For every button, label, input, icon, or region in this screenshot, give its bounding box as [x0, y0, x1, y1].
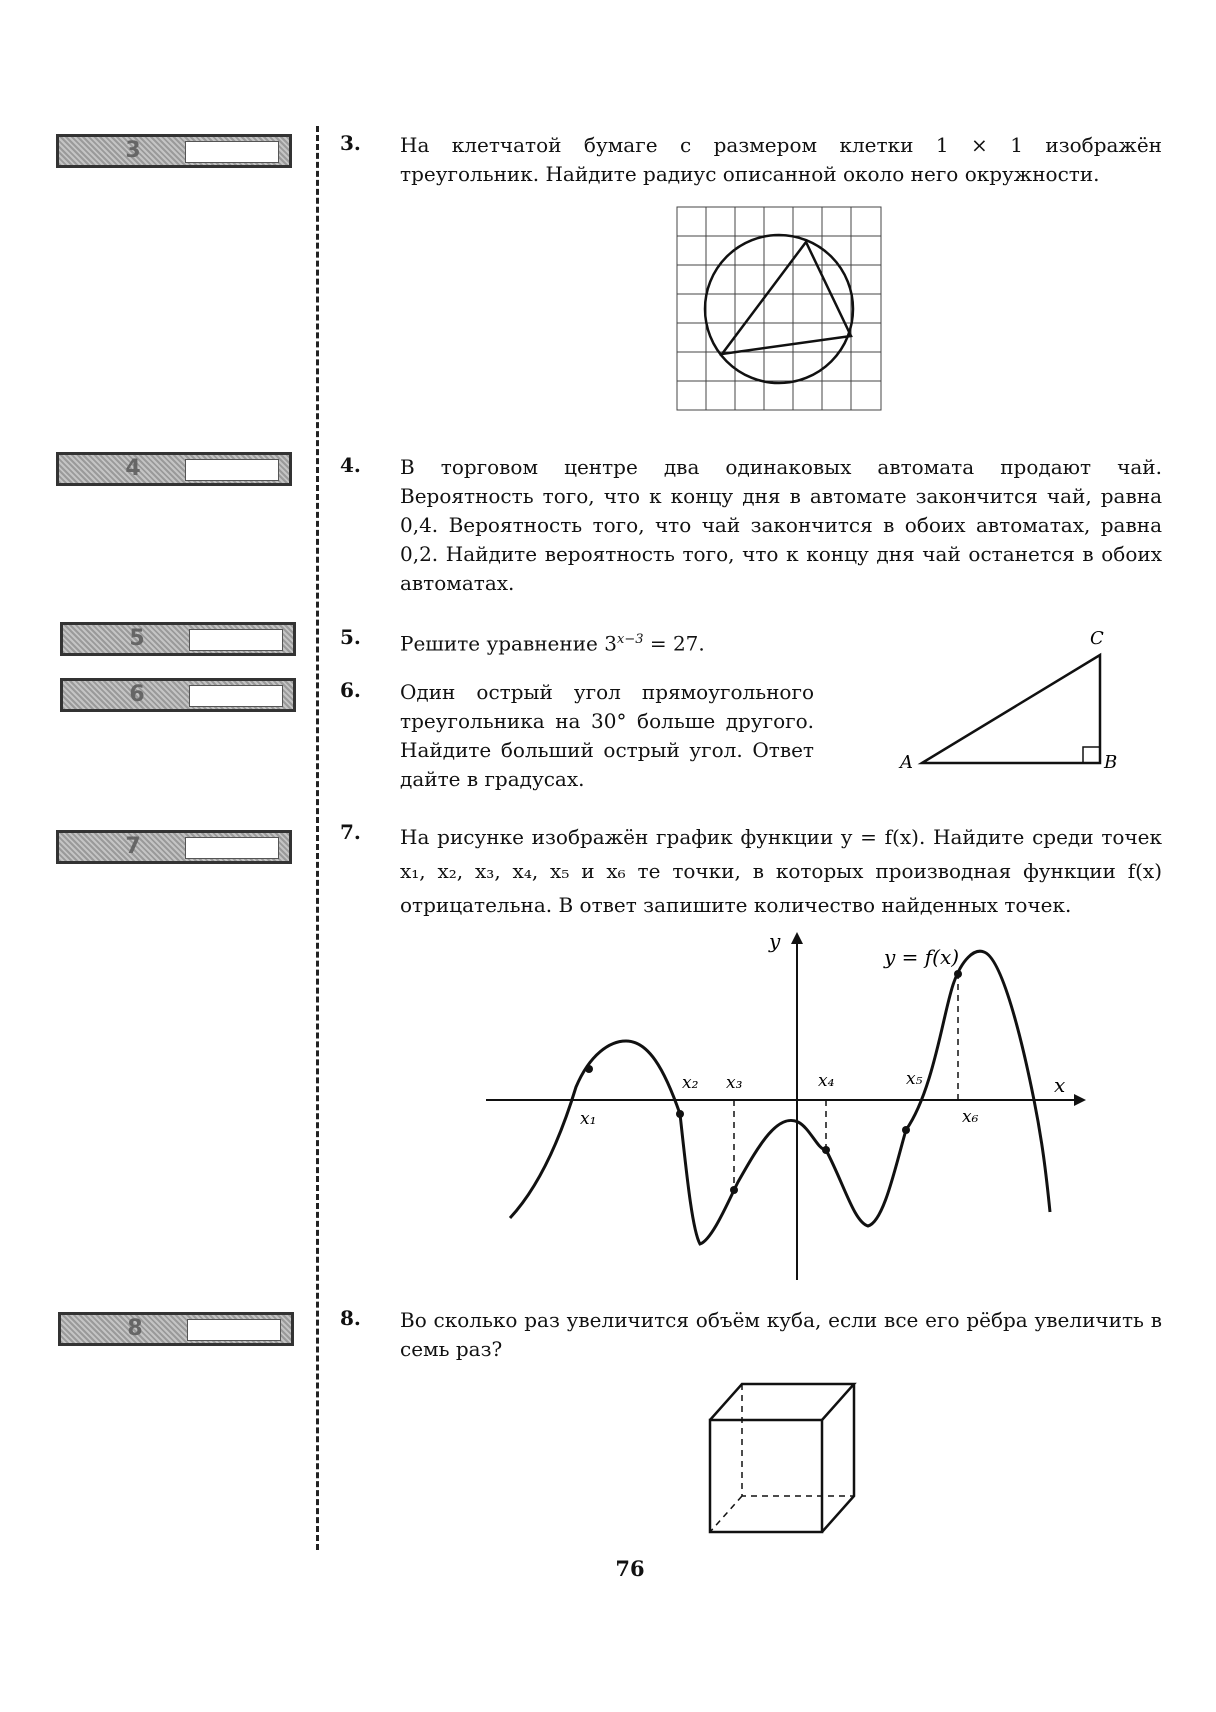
y-axis-label: y [769, 929, 781, 953]
equation-text: Решите уравнение 3 [400, 631, 617, 656]
point-x2 [676, 1110, 684, 1118]
problem-number: 7. [340, 820, 361, 844]
vertex-b-label: B [1104, 752, 1118, 773]
answer-box-label: 5 [129, 626, 145, 651]
answer-field-4[interactable] [185, 459, 279, 481]
answer-field-6[interactable] [189, 685, 283, 707]
cube-hidden-edges [710, 1384, 854, 1532]
answer-field-5[interactable] [189, 629, 283, 651]
point-x4 [822, 1146, 830, 1154]
x-axis-arrow [1074, 1094, 1086, 1106]
answer-box-4 [56, 452, 292, 486]
cube-front-face [710, 1420, 822, 1532]
grid-triangle-figure [676, 206, 884, 412]
cut-line [316, 126, 319, 1550]
problem-3-text: На клетчатой бумаге с размером клетки 1 × 1 изображён треугольник. Найдите радиус описанной около него окружности. [400, 133, 1162, 186]
answer-box-label: 6 [129, 682, 145, 707]
x-axis-label: x [1054, 1073, 1066, 1097]
cube-figure [700, 1376, 860, 1540]
label-x3: x₃ [726, 1073, 743, 1093]
curve-label: y = f(x) [884, 945, 960, 969]
label-x1: x₁ [580, 1109, 597, 1129]
cube-visible-edges [710, 1384, 854, 1532]
problem-7-text: На рисунке изображён график функции y = f(x). Найдите среди точек x₁, x₂, x₃, x₄, x₅ и x₆ те точки, в которых производная функции f(x) отрицательна. В ответ запишите количество найденных точек. [400, 825, 1162, 917]
problem-8-text: Во сколько раз увеличится объём куба, если все его рёбра увеличить в семь раз? [400, 1308, 1162, 1361]
answer-box-7 [56, 830, 292, 864]
answer-box-3 [56, 134, 292, 168]
answer-field-8[interactable] [187, 1319, 281, 1341]
point-x5 [902, 1126, 910, 1134]
answer-field-7[interactable] [185, 837, 279, 859]
label-x2: x₂ [682, 1073, 699, 1093]
point-x6 [954, 970, 962, 978]
answer-box-label: 7 [125, 834, 141, 859]
problem-6-text: Один острый угол прямоугольного треугольника на 30° больше другого. Найдите больший острый угол. Ответ дайте в градусах. [400, 680, 814, 791]
point-x1 [585, 1065, 593, 1073]
equation-exponent: x−3 [616, 632, 644, 647]
equation-rhs: = 27. [643, 631, 705, 656]
problem-number: 6. [340, 678, 361, 702]
vertex-c-label: C [1090, 628, 1104, 649]
answer-field-3[interactable] [185, 141, 279, 163]
point-x3 [730, 1186, 738, 1194]
answer-box-8 [58, 1312, 294, 1346]
answer-box-label: 8 [127, 1316, 143, 1341]
answer-box-label: 3 [125, 138, 141, 163]
problem-number: 3. [340, 131, 361, 155]
problem-number: 8. [340, 1306, 361, 1330]
vertex-a-label: A [900, 752, 913, 773]
label-x6: x₆ [962, 1107, 979, 1127]
label-x4: x₄ [818, 1071, 835, 1091]
right-triangle-figure [892, 622, 1132, 778]
circumcircle [705, 235, 853, 383]
answer-box-label: 4 [125, 456, 141, 481]
answer-box-6 [60, 678, 296, 712]
function-graph [486, 928, 1086, 1288]
problem-number: 4. [340, 453, 361, 477]
triangle [722, 242, 851, 354]
problem-4-text: В торговом центре два одинаковых автомата продают чай. Вероятность того, что к концу дня в автомате закончится чай, равна 0,4. Вероятность того, что чай закончится в обоих автоматах, равна 0,2. Найдите вероятность того, что к концу дня чай останется в обоих автоматах. [400, 455, 1162, 595]
y-axis-arrow [791, 932, 803, 944]
answer-box-5 [60, 622, 296, 656]
problem-number: 5. [340, 625, 361, 649]
label-x5: x₅ [906, 1069, 923, 1089]
function-curve [510, 951, 1050, 1244]
page-number: 76 [615, 1556, 645, 1581]
